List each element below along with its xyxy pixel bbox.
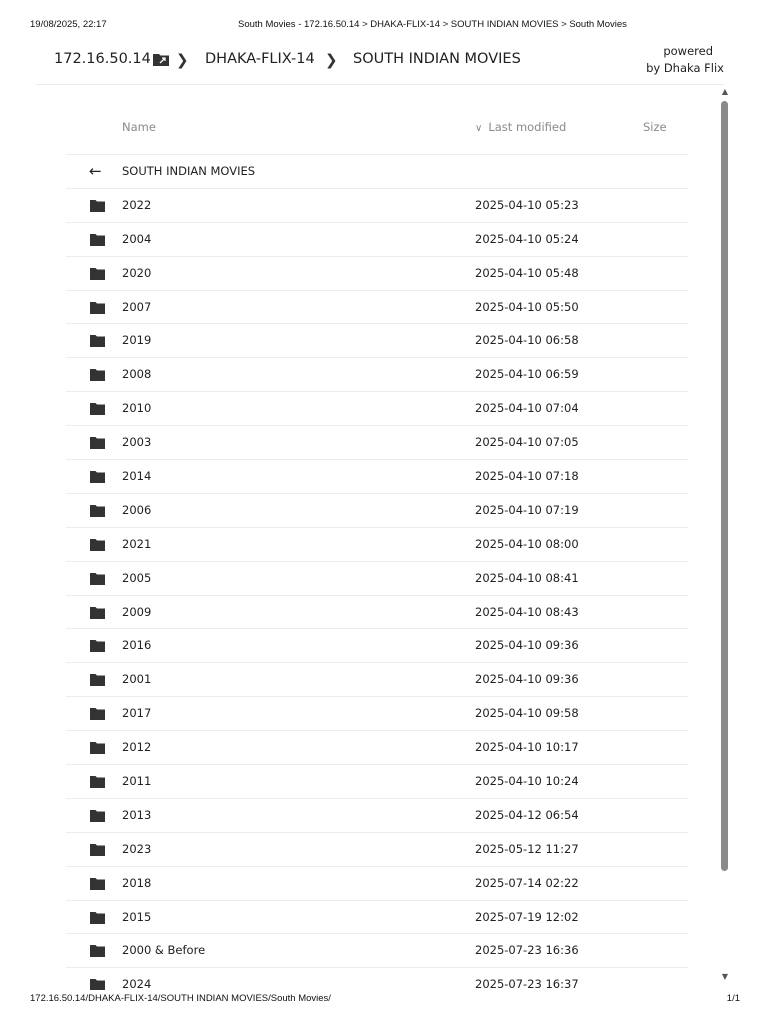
folder-row[interactable] [66,663,688,697]
folder-last-modified: 2025-04-12 06:54 [475,807,579,822]
folder-name: 2018 [122,875,152,890]
column-size[interactable]: Size [643,120,667,134]
folder-icon [90,912,105,924]
folder-name: 2006 [122,502,152,517]
column-last-modified-label: Last modified [488,120,567,134]
folder-name: 2013 [122,807,152,822]
folder-icon [90,437,105,449]
folder-row[interactable] [66,528,688,562]
powered-line-2: by Dhaka Flix [646,61,724,75]
folder-name: 2014 [122,469,152,484]
folder-last-modified: 2025-07-23 16:36 [475,943,579,958]
folder-last-modified: 2025-05-12 11:27 [475,841,579,856]
top-bar [36,40,724,85]
folder-name: 2016 [122,638,152,653]
folder-last-modified: 2025-04-10 10:17 [475,740,579,755]
folder-name: 2019 [122,333,152,348]
folder-name: 2020 [122,265,152,280]
folder-name: 2004 [122,231,152,246]
folder-icon [90,776,105,788]
folder-row[interactable] [66,833,688,867]
folder-last-modified: 2025-04-10 07:05 [475,435,579,450]
folder-row[interactable] [66,934,688,968]
folder-name: 2003 [122,435,152,450]
folder-icon [90,539,105,551]
folder-icon [90,979,105,990]
folder-name: 2010 [122,401,152,416]
folder-row[interactable] [66,358,688,392]
folder-row[interactable] [66,562,688,596]
parent-directory-row[interactable] [66,155,688,189]
folder-icon [90,200,105,212]
folder-name: 2022 [122,197,152,212]
folder-row[interactable] [66,257,688,291]
folder-icon [90,573,105,585]
folder-icon [90,674,105,686]
folder-row[interactable] [66,629,688,663]
print-datetime: 19/08/2025, 22:17 [30,19,107,30]
folder-icon [90,335,105,347]
column-name[interactable]: Name [122,120,156,134]
chevron-right-icon: ❯ [325,51,338,69]
folder-row[interactable] [66,392,688,426]
breadcrumb-item-current[interactable]: SOUTH INDIAN MOVIES [353,51,521,67]
folder-row[interactable] [66,901,688,935]
folder-name: 2011 [122,774,152,789]
scroll-down-arrow[interactable]: ▼ [721,972,729,981]
folder-name: 2023 [122,841,152,856]
powered-line-1: powered [663,44,713,58]
folder-icon [90,810,105,822]
breadcrumb-item[interactable]: DHAKA-FLIX-14 [205,51,315,67]
scroll-up-arrow[interactable]: ▲ [721,87,729,96]
folder-name: 2017 [122,706,152,721]
folder-row[interactable] [66,291,688,325]
folder-icon [90,471,105,483]
folder-icon [90,708,105,720]
folder-name: 2024 [122,977,152,990]
print-url: 172.16.50.14/DHAKA-FLIX-14/SOUTH INDIAN MOVIES/South Movies/ [30,993,331,1004]
folder-icon [90,878,105,890]
folder-name: 2000 & Before [122,943,206,958]
folder-last-modified: 2025-04-10 07:18 [475,469,579,484]
print-footer [30,993,738,1007]
folder-row[interactable] [66,324,688,358]
folder-last-modified: 2025-07-14 02:22 [475,875,579,890]
folder-last-modified: 2025-04-10 06:58 [475,333,579,348]
folder-icon [90,505,105,517]
print-header [30,19,738,33]
folder-icon [90,369,105,381]
folder-name: 2001 [122,672,152,687]
folder-last-modified: 2025-04-10 05:24 [475,231,579,246]
folder-row[interactable] [66,426,688,460]
chevron-right-icon: ❯ [176,51,189,69]
folder-icon [90,302,105,314]
folder-name: 2015 [122,909,152,924]
breadcrumb-host[interactable]: 172.16.50.14 [54,51,151,67]
folder-row[interactable] [66,460,688,494]
folder-row[interactable] [66,223,688,257]
folder-last-modified: 2025-04-10 07:19 [475,502,579,517]
folder-icon [90,844,105,856]
file-listing [0,86,720,990]
folder-row[interactable] [66,765,688,799]
folder-icon [90,742,105,754]
folder-icon [90,640,105,652]
print-page-number: 1/1 [726,993,740,1004]
folder-row[interactable] [66,494,688,528]
folder-last-modified: 2025-04-10 09:58 [475,706,579,721]
folder-name: 2009 [122,604,152,619]
folder-last-modified: 2025-04-10 09:36 [475,672,579,687]
folder-name: 2021 [122,536,152,551]
folder-icon [90,234,105,246]
folder-name: 2007 [122,299,152,314]
table-body [66,155,688,990]
folder-icon [90,945,105,957]
folder-name: 2005 [122,570,152,585]
folder-name: 2012 [122,740,152,755]
folder-row[interactable] [66,731,688,765]
sort-chevron-down-icon: ∨ [475,123,483,134]
parent-directory-name: SOUTH INDIAN MOVIES [122,164,256,178]
folder-icon [90,403,105,415]
folder-row[interactable] [66,799,688,833]
folder-row[interactable] [66,189,688,223]
folder-last-modified: 2025-04-10 05:50 [475,299,579,314]
folder-last-modified: 2025-07-23 16:37 [475,977,579,990]
folder-name: 2008 [122,367,152,382]
folder-icon [90,607,105,619]
table-header [66,86,688,155]
print-title: South Movies - 172.16.50.14 > DHAKA-FLIX-14 > SOUTH INDIAN MOVIES > South Movies [238,19,627,30]
folder-last-modified: 2025-04-10 07:04 [475,401,579,416]
folder-last-modified: 2025-07-19 12:02 [475,909,579,924]
powered-by [634,43,724,77]
folder-last-modified: 2025-04-10 06:59 [475,367,579,382]
folder-last-modified: 2025-04-10 08:43 [475,604,579,619]
arrow-left-icon: ← [89,162,102,180]
folder-row[interactable] [66,596,688,630]
folder-row[interactable] [66,968,688,990]
column-last-modified[interactable] [475,120,566,134]
folder-last-modified: 2025-04-10 05:23 [475,197,579,212]
folder-row[interactable] [66,697,688,731]
folder-icon [90,268,105,280]
folder-last-modified: 2025-04-10 08:00 [475,536,579,551]
folder-last-modified: 2025-04-10 05:48 [475,265,579,280]
folder-last-modified: 2025-04-10 10:24 [475,774,579,789]
scrollbar-thumb[interactable] [721,101,728,871]
folder-row[interactable] [66,867,688,901]
folder-shortcut-icon[interactable] [153,53,169,66]
folder-last-modified: 2025-04-10 08:41 [475,570,579,585]
folder-last-modified: 2025-04-10 09:36 [475,638,579,653]
